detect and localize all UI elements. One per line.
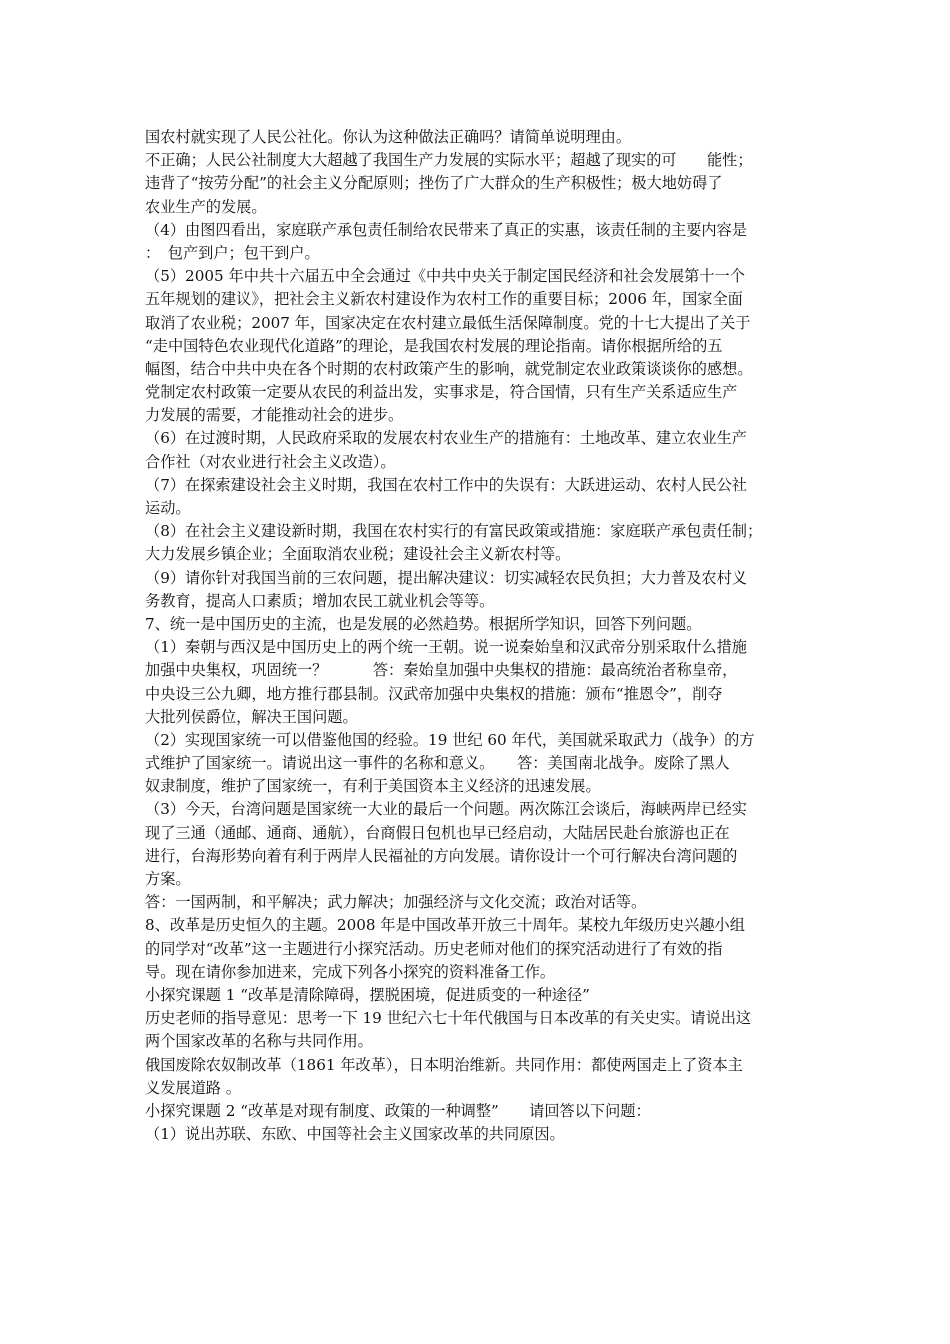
text-line: 违背了“按劳分配”的社会主义分配原则；挫伤了广大群众的生产积极性；极大地妨碍了 — [145, 174, 723, 193]
text-line: （9）请你针对我国当前的三农问题，提出解决建议：切实减轻农民负担；大力普及农村义 — [145, 568, 747, 587]
text-line: （1）秦朝与西汉是中国历史上的两个统一王朝。说一说秦始皇和汉武帝分别采取什么措施 — [145, 638, 747, 657]
text-line: 小探究课题 1 “改革是清除障碍，摆脱困境，促进质变的一种途径” — [145, 985, 590, 1004]
text-line: 现了三通（通邮、通商、通航），台商假日包机也早已经启动，大陆居民赴台旅游也正在 — [145, 823, 730, 842]
text-line: 小探究课题 2 “改革是对现有制度、政策的一种调整” 请回答以下问题： — [145, 1101, 651, 1120]
text-line: 党制定农村政策一定要从农民的利益出发，实事求是，符合国情，只有生产关系适应生产 — [145, 383, 738, 402]
document-body — [145, 126, 815, 1146]
text-line: 答：一国两制，和平解决；武力解决；加强经济与文化交流；政治对话等。 — [145, 893, 647, 912]
text-line: 加强中央集权，巩固统一？ 答：秦始皇加强中央集权的措施：最高统治者称皇帝， — [145, 661, 738, 680]
text-line: （3）今天，台湾问题是国家统一大业的最后一个问题。两次陈江会谈后，海峡两岸已经实 — [145, 800, 747, 819]
text-line: 奴隶制度，维护了国家统一，有利于美国资本主义经济的迅速发展。 — [145, 777, 601, 796]
text-line: ： 包产到户；包干到户。 — [145, 243, 320, 262]
text-line: 大批列侯爵位，解决王国问题。 — [145, 707, 358, 726]
text-line: 国农村就实现了人民公社化。你认为这种做法正确吗？请简单说明理由。 — [145, 128, 631, 146]
text-line: 俄国废除农奴制改革（1861 年改革），日本明治维新。共同作用：都使两国走上了资本主 — [145, 1055, 743, 1074]
text-line: 运动。 — [145, 499, 191, 517]
text-line: 式维护了国家统一。请说出这一事件的名称和意义。 答：美国南北战争。废除了黑人 — [145, 754, 730, 773]
text-line: 大力发展乡镇企业；全面取消农业税；建设社会主义新农村等。 — [145, 545, 571, 564]
text-line: “走中国特色农业现代化道路”的理论，是我国农村发展的理论指南。请你根据所给的五 — [145, 336, 723, 355]
text-line: 取消了农业税；2007 年，国家决定在农村建立最低生活保障制度。党的十七大提出了关于 — [145, 313, 751, 332]
text-line: （6）在过渡时期，人民政府采取的发展农村农业生产的措施有：土地改革、建立农业生产 — [145, 429, 747, 448]
text-line: （2）实现国家统一可以借鉴他国的经验。19 世纪 60 年代，美国就采取武力（战争）的方 — [145, 730, 755, 749]
text-line: 两个国家改革的名称与共同作用。 — [145, 1032, 373, 1051]
text-line: （4）由图四看出，家庭联产承包责任制给农民带来了真正的实惠，该责任制的主要内容是 — [145, 220, 747, 239]
text-line: 8、改革是历史恒久的主题。2008 年是中国改革开放三十周年。某校九年级历史兴趣小组 — [145, 916, 745, 935]
text-line: 幅图，结合中共中央在各个时期的农村政策产生的影响，就党制定农业政策谈谈你的感想。 — [145, 359, 753, 378]
text-line: 义发展道路 。 — [145, 1078, 241, 1097]
text-line: （1）说出苏联、东欧、中国等社会主义国家改革的共同原因。 — [145, 1125, 565, 1144]
text-line: 历史老师的指导意见：思考一下 19 世纪六七十年代俄国与日本改革的有关史实。请说出这 — [145, 1009, 752, 1028]
text-line: 7、统一是中国历史的主流，也是发展的必然趋势。根据所学知识，回答下列问题。 — [145, 614, 702, 633]
text-line: 进行，台海形势向着有利于两岸人民福祉的方向发展。请你设计一个可行解决台湾问题的 — [145, 846, 738, 865]
text-line: （5）2005 年中共十六届五中全会通过《中共中央关于制定国民经济和社会发展第十一个 — [145, 267, 745, 286]
text-line: 合作社（对农业进行社会主义改造）。 — [145, 452, 396, 471]
text-line: 方案。 — [145, 870, 191, 888]
text-line: 务教育，提高人口素质；增加农民工就业机会等等。 — [145, 591, 495, 610]
text-line: 导。现在请你参加进来，完成下列各小探究的资料准备工作。 — [145, 962, 556, 981]
text-line: 力发展的需要，才能推动社会的进步。 — [145, 406, 404, 425]
text-line: （7）在探索建设社会主义时期，我国在农村工作中的失误有：大跃进运动、农村人民公社 — [145, 475, 747, 494]
text-line: 农业生产的发展。 — [145, 197, 267, 216]
text-line: 的同学对“改革”这一主题进行小探究活动。历史老师对他们的探究活动进行了有效的指 — [145, 939, 723, 958]
text-line: 不正确；人民公社制度大大超越了我国生产力发展的实际水平；超越了现实的可 能性； — [145, 151, 753, 170]
text-line: 中央设三公九卿，地方推行郡县制。汉武帝加强中央集权的措施：颁布“推恩令”，削夺 — [145, 684, 723, 703]
text-line: 五年规划的建议》，把社会主义新农村建设作为农村工作的重要目标；2006 年，国家全面 — [145, 290, 743, 309]
text-line: （8）在社会主义建设新时期，我国在农村实行的有富民政策或措施：家庭联产承包责任制； — [145, 522, 763, 541]
